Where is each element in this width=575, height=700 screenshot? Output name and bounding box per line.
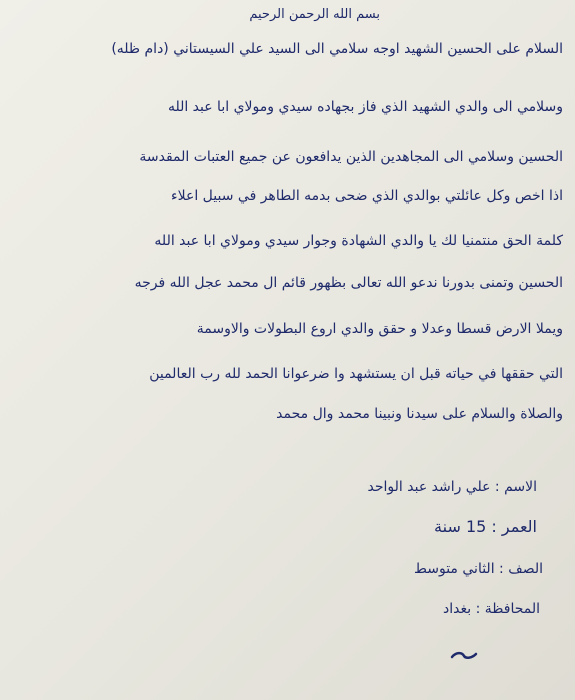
letter-line-4: اذا اخص وكل عائلتي بوالدي الذي ضحى بدمه الطاهر في سبيل اعلاء: [171, 188, 563, 204]
letter-line-8: التي حققها في حياته قبل ان يستشهد وا ضرعوانا الحمد لله رب العالمين: [149, 366, 563, 382]
student-grade: الصف : الثاني متوسط: [413, 561, 543, 577]
student-name: الاسم : علي راشد عبد الواحد: [367, 479, 537, 495]
letter-line-3: الحسين وسلامي الى المجاهدين الذين يدافعون عن جميع العتبات المقدسة: [139, 149, 563, 165]
student-age: العمر : 15 سنة: [434, 517, 537, 536]
letter-line-7: ويملا الارض قسطا وعدلا و حقق والدي اروع البطولات والاوسمة: [196, 321, 563, 337]
letter-line-5: كلمة الحق منتمنيا لك يا والدي الشهادة وجوار سيدي ومولاي ابا عبد الله: [154, 233, 563, 249]
letter-line-6: الحسين وتمنى بدورنا ندعو الله تعالى بظهور قائم ال محمد عجل الله فرجه: [134, 275, 563, 291]
student-province: المحافظة : بغداد: [443, 601, 540, 617]
letter-line-9: والصلاة والسلام على سيدنا ونبينا محمد وال محمد: [276, 406, 563, 422]
signature-mark: [450, 650, 478, 660]
letter-line-1: السلام على الحسين الشهيد اوجه سلامي الى السيد علي السيستاني (دام ظله): [111, 41, 563, 57]
letter-line-2: وسلامي الى والدي الشهيد الذي فاز بجهاده سيدي ومولاي ابا عبد الله: [167, 99, 563, 115]
basmala: بسم الله الرحمن الرحيم: [249, 7, 380, 22]
